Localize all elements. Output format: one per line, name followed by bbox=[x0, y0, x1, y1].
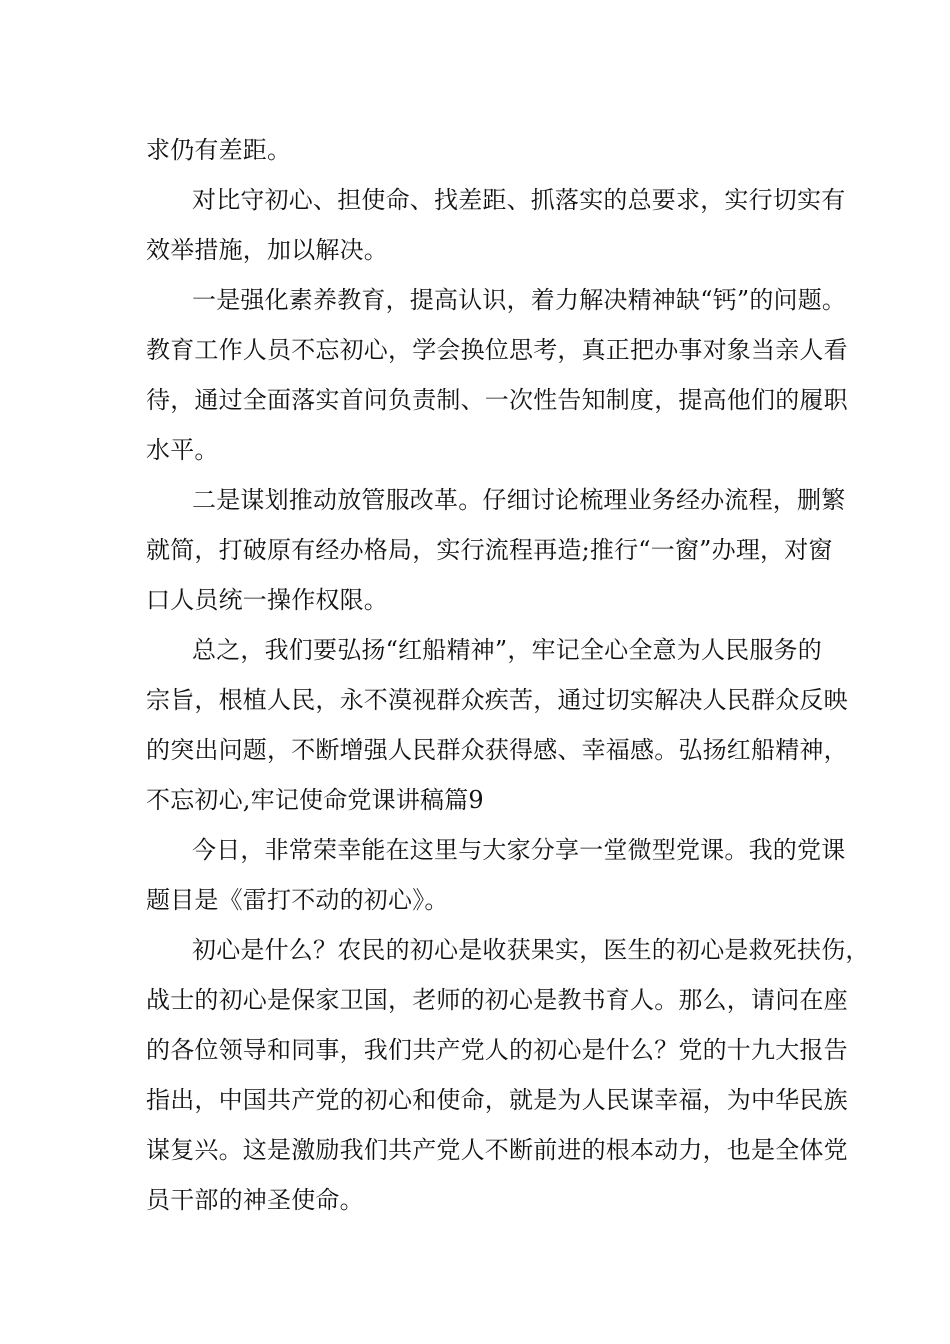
text-line-8: 二是谋划推动放管服改革。仔细讨论梳理业务经办流程，删繁 bbox=[192, 486, 846, 514]
text-line-5: 教育工作人员不忘初心，学会换位思考，真正把办事对象当亲人看 bbox=[146, 336, 848, 364]
text-line-7: 水平。 bbox=[146, 436, 219, 464]
text-line-1: 求仍有差距。 bbox=[146, 136, 292, 164]
text-line-19: 的各位领导和同事，我们共产党人的初心是什么？党的十九大报告 bbox=[146, 1036, 848, 1064]
text-line-16: 题目是《雷打不动的初心》。 bbox=[146, 886, 449, 914]
text-line-4: 一是强化素养教育，提高认识，着力解决精神缺“钙”的问题。 bbox=[192, 286, 847, 314]
text-line-2: 对比守初心、担使命、找差距、抓落实的总要求，实行切实有 bbox=[192, 186, 846, 214]
text-line-18: 战士的初心是保家卫国，老师的初心是教书育人。那么，请问在座 bbox=[146, 986, 848, 1014]
text-line-13: 的突出问题，不断增强人民群众获得感、幸福感。弘扬红船精神， bbox=[146, 736, 848, 764]
text-line-22: 员干部的神圣使命。 bbox=[146, 1186, 364, 1214]
text-line-21: 谋复兴。这是激励我们共产党人不断前进的根本动力，也是全体党 bbox=[146, 1136, 848, 1164]
text-line-6: 待，通过全面落实首问负责制、一次性告知制度，提高他们的履职 bbox=[146, 386, 848, 414]
text-line-20: 指出，中国共产党的初心和使命，就是为人民谋幸福，为中华民族 bbox=[146, 1086, 848, 1114]
text-line-10: 口人员统一操作权限。 bbox=[146, 586, 388, 614]
text-line-17: 初心是什么？农民的初心是收获果实，医生的初心是救死扶伤， bbox=[192, 936, 870, 964]
text-line-9: 就简，打破原有经办格局，实行流程再造;推行“一窗”办理，对窗 bbox=[146, 536, 833, 564]
text-line-15: 今日，非常荣幸能在这里与大家分享一堂微型党课。我的党课 bbox=[192, 836, 846, 864]
text-line-3: 效举措施，加以解决。 bbox=[146, 236, 388, 264]
text-line-12: 宗旨，根植人民，永不漠视群众疾苦，通过切实解决人民群众反映 bbox=[146, 686, 848, 714]
text-line-14: 不忘初心,牢记使命党课讲稿篇9 bbox=[146, 786, 484, 814]
text-line-11: 总之，我们要弘扬“红船精神”，牢记全心全意为人民服务的 bbox=[192, 636, 822, 664]
